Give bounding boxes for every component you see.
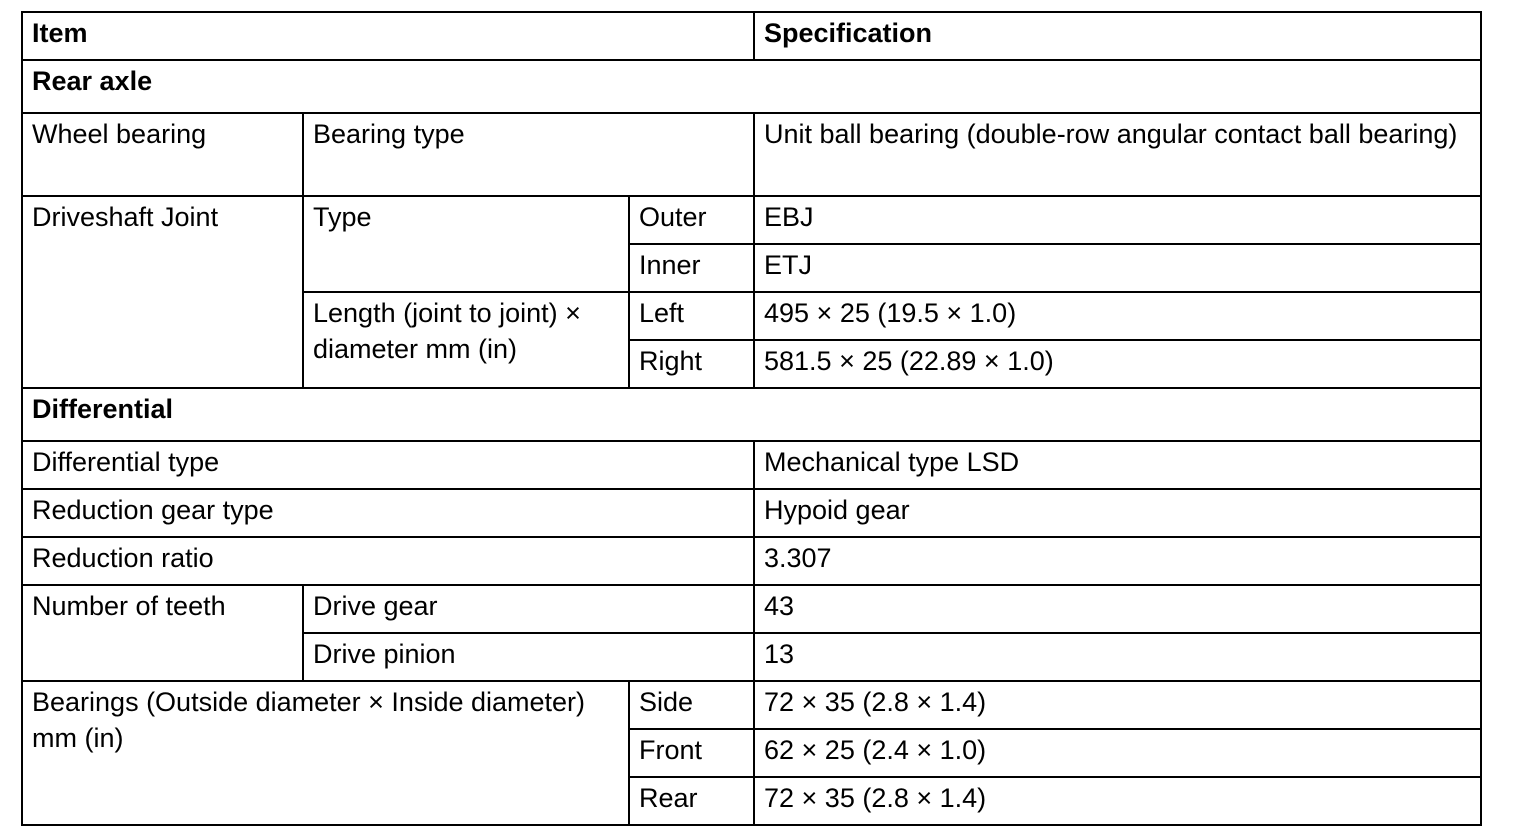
reduction-ratio-label: Reduction ratio bbox=[22, 537, 754, 585]
table-row bbox=[22, 537, 1481, 585]
front-label: Front bbox=[629, 729, 754, 777]
reduction-gear-type-value: Hypoid gear bbox=[754, 489, 1481, 537]
outer-value: EBJ bbox=[754, 196, 1481, 244]
bearings-label: Bearings (Outside diameter × Inside diameter) mm (in) bbox=[22, 681, 629, 825]
side-label: Side bbox=[629, 681, 754, 729]
left-value: 495 × 25 (19.5 × 1.0) bbox=[754, 292, 1481, 340]
header-row bbox=[22, 12, 1481, 60]
length-diameter-label: Length (joint to joint) × diameter mm (in) bbox=[303, 292, 629, 388]
rear-value: 72 × 35 (2.8 × 1.4) bbox=[754, 777, 1481, 825]
number-of-teeth-label: Number of teeth bbox=[22, 585, 303, 681]
drive-gear-label: Drive gear bbox=[303, 585, 754, 633]
front-value: 62 × 25 (2.4 × 1.0) bbox=[754, 729, 1481, 777]
reduction-ratio-value: 3.307 bbox=[754, 537, 1481, 585]
table-row bbox=[22, 196, 1481, 244]
drive-pinion-value: 13 bbox=[754, 633, 1481, 681]
side-value: 72 × 35 (2.8 × 1.4) bbox=[754, 681, 1481, 729]
drive-pinion-label: Drive pinion bbox=[303, 633, 754, 681]
section-row-rear-axle bbox=[22, 60, 1481, 113]
differential-type-label: Differential type bbox=[22, 441, 754, 489]
table-row bbox=[22, 489, 1481, 537]
left-label: Left bbox=[629, 292, 754, 340]
table-row bbox=[22, 441, 1481, 489]
table-row bbox=[22, 113, 1481, 196]
right-value: 581.5 × 25 (22.89 × 1.0) bbox=[754, 340, 1481, 388]
drive-gear-value: 43 bbox=[754, 585, 1481, 633]
header-specification: Specification bbox=[754, 12, 1481, 60]
bearing-type-label: Bearing type bbox=[303, 113, 754, 196]
right-label: Right bbox=[629, 340, 754, 388]
inner-value: ETJ bbox=[754, 244, 1481, 292]
table-row bbox=[22, 585, 1481, 633]
specification-table bbox=[21, 11, 1482, 826]
differential-type-value: Mechanical type LSD bbox=[754, 441, 1481, 489]
wheel-bearing-label: Wheel bearing bbox=[22, 113, 303, 196]
header-item: Item bbox=[22, 12, 754, 60]
section-title-differential: Differential bbox=[22, 388, 1481, 441]
inner-label: Inner bbox=[629, 244, 754, 292]
reduction-gear-type-label: Reduction gear type bbox=[22, 489, 754, 537]
bearing-type-value: Unit ball bearing (double-row angular contact ball bearing) bbox=[754, 113, 1481, 196]
joint-type-label: Type bbox=[303, 196, 629, 292]
rear-label: Rear bbox=[629, 777, 754, 825]
outer-label: Outer bbox=[629, 196, 754, 244]
driveshaft-joint-label: Driveshaft Joint bbox=[22, 196, 303, 388]
table-row bbox=[22, 681, 1481, 729]
section-title-rear-axle: Rear axle bbox=[22, 60, 1481, 113]
section-row-differential bbox=[22, 388, 1481, 441]
